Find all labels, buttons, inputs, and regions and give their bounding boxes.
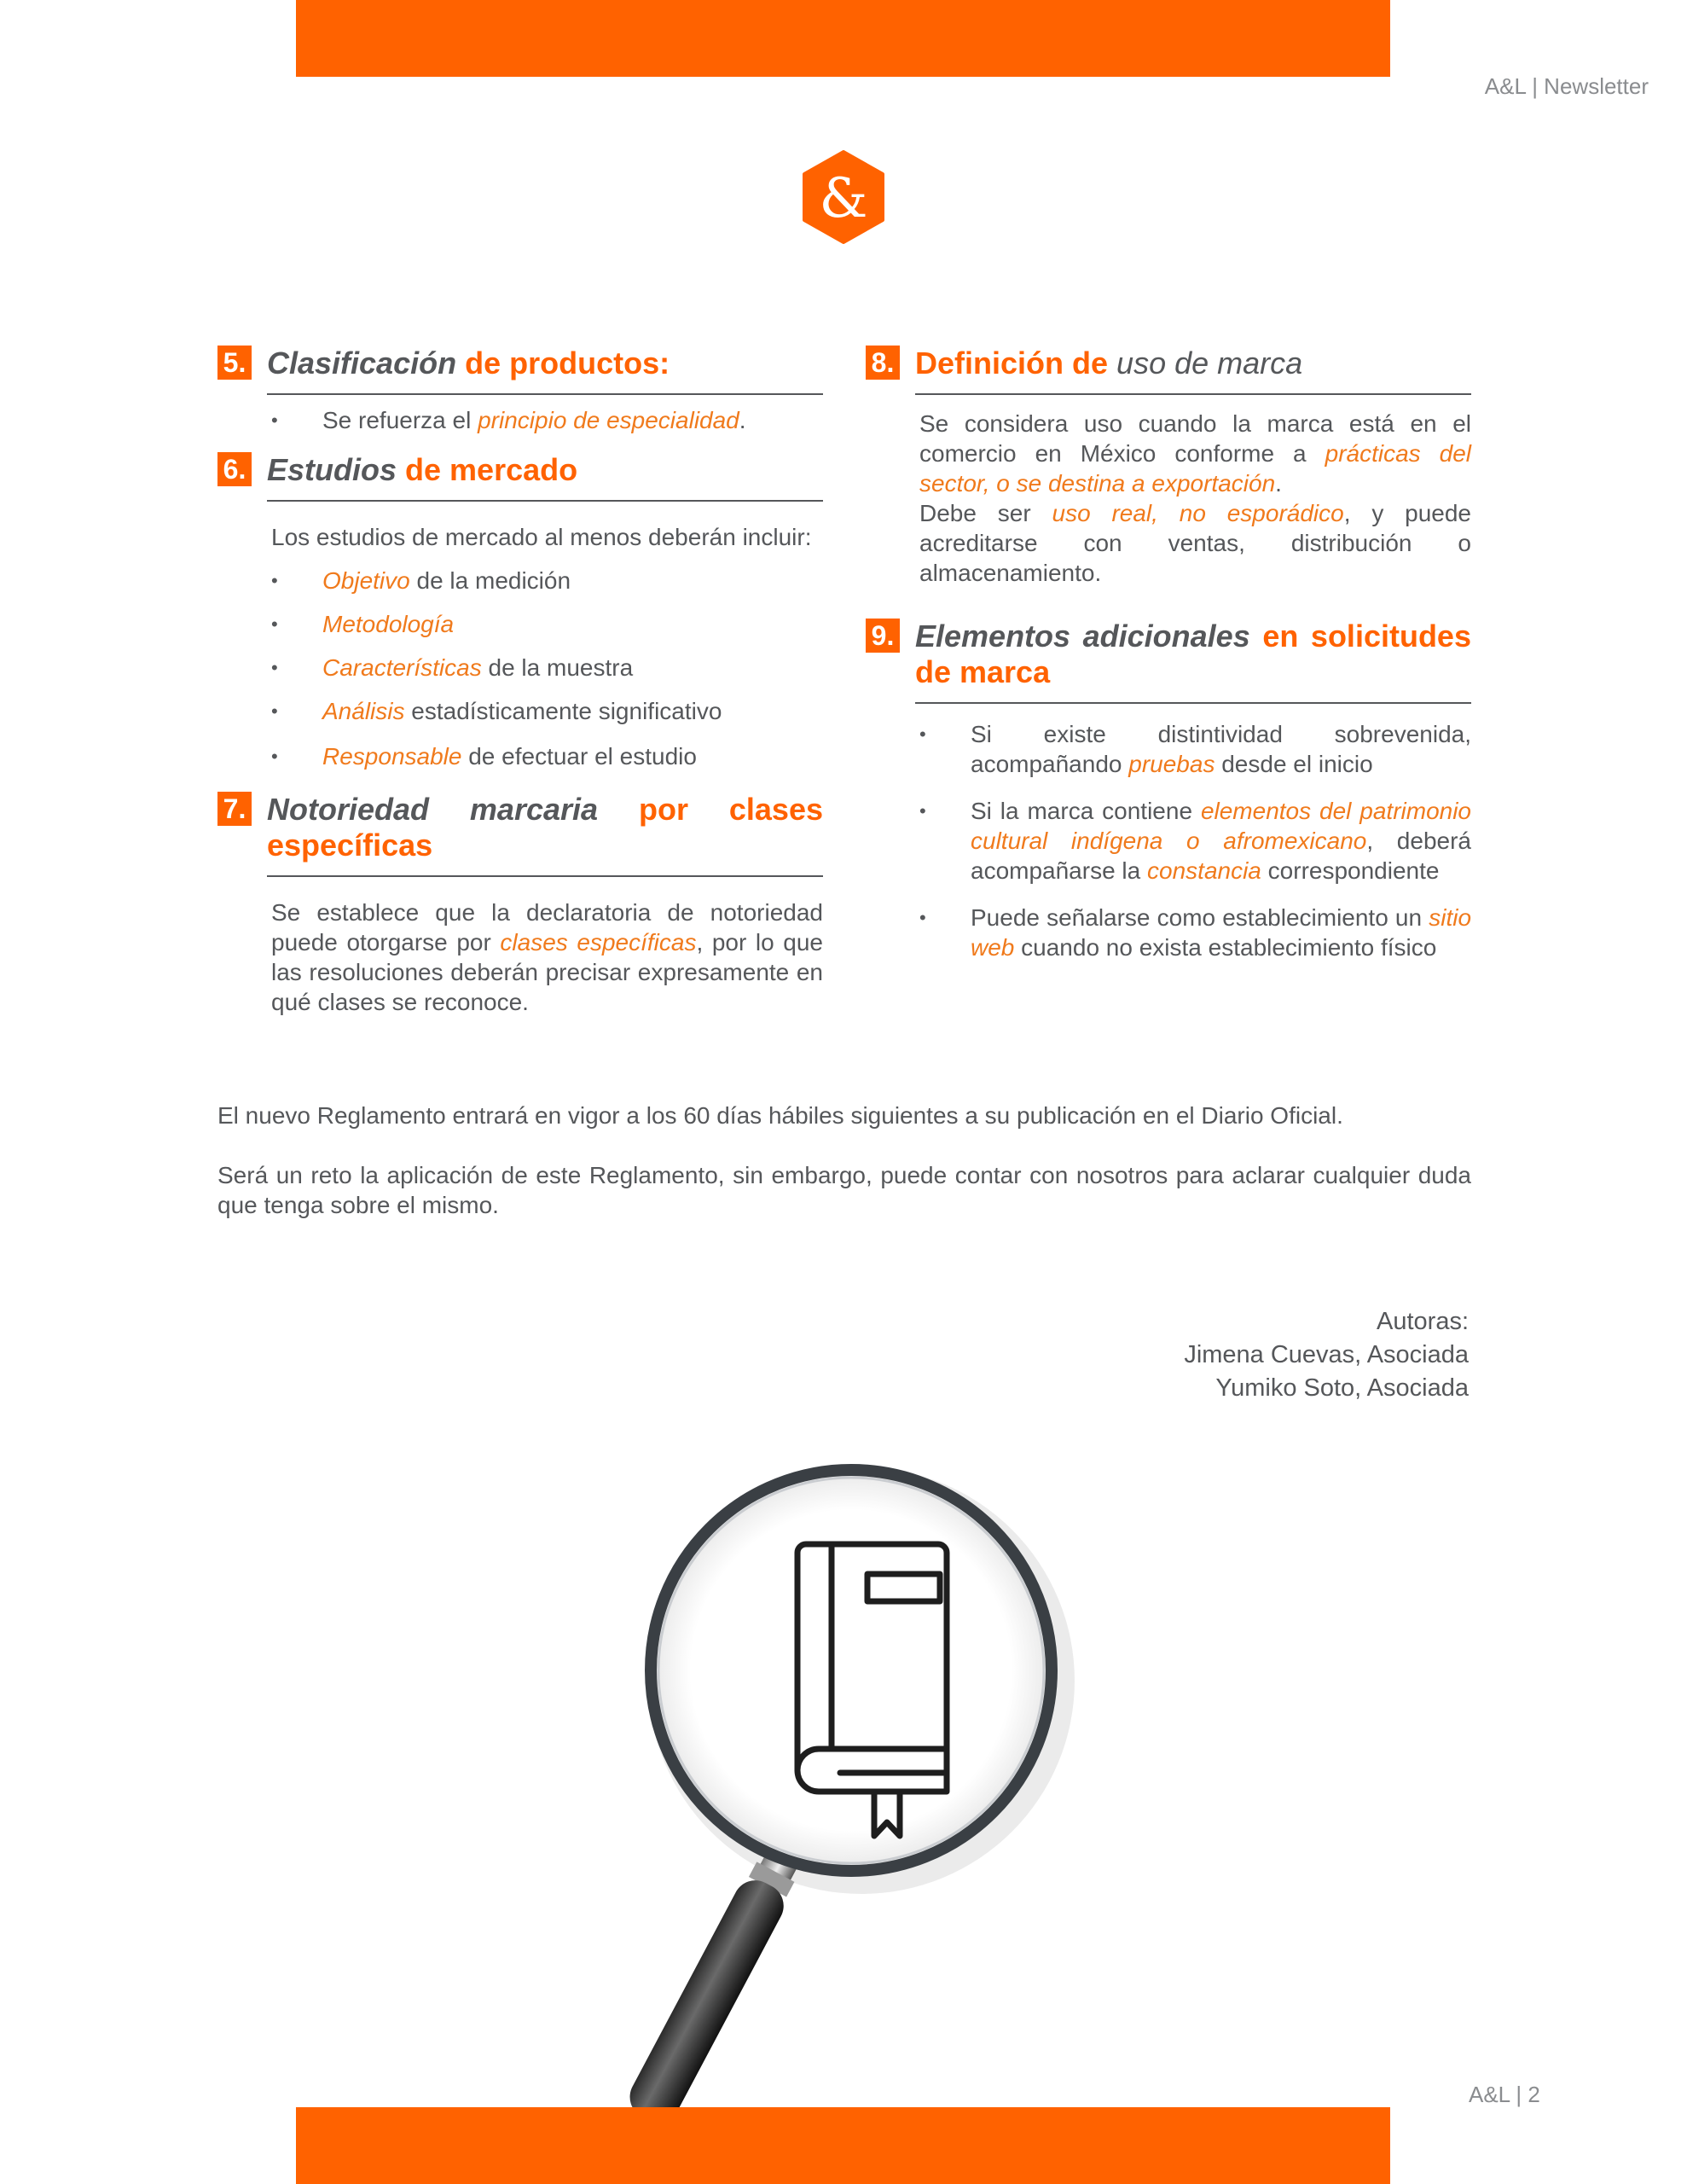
list-item: • Se refuerza el principio de especialidad. (271, 405, 823, 435)
section-6-title (267, 452, 823, 502)
list-item: • Si la marca contiene elementos del patrimonio cultural indígena o afromexicano, deberá acompañarse la constancia correspondiente (919, 796, 1471, 886)
page-number-label: A&L | 2 (1469, 2082, 1540, 2107)
top-orange-bar (296, 0, 1390, 77)
left-column (217, 346, 823, 1017)
section-7-title-orange: por clases específicas (267, 792, 823, 863)
closing-text (217, 1101, 1471, 1220)
section-8-title-orange: Definición de (915, 346, 1109, 380)
section-8-title (915, 346, 1471, 395)
section-6-intro: Los estudios de mercado al menos deberán incluir: (271, 524, 812, 550)
magnifier-book-illustration (614, 1450, 1092, 2107)
section-9-title-orange: en solicitudes de marca (915, 619, 1471, 689)
lens-ring (651, 1470, 1052, 1871)
section-9-number: 9. (866, 619, 900, 653)
section-7-heading (217, 792, 823, 877)
author-2: Yumiko Soto, Asociada (1215, 1374, 1469, 1402)
logo-glyph: & (819, 167, 868, 230)
section-7-paragraph: Se establece que la declaratoria de notoriedad puede otorgarse por clases específicas, por lo que las resoluciones deberán precisar expresamente en qué clases se reconoce. (271, 899, 823, 1015)
section-6-number: 6. (217, 452, 252, 486)
section-8-paragraph-2: Debe ser uso real, no esporádico, y puede acreditarse con ventas, distribución o almacenamiento. (919, 500, 1472, 586)
section-5-heading (217, 346, 823, 395)
section-5-list (271, 405, 823, 435)
ampersand-logo-icon (801, 150, 886, 244)
section-5-number: 5. (217, 346, 252, 380)
section-7-number: 7. (217, 792, 252, 826)
section-9-list (919, 719, 1471, 962)
closing-paragraph-2: Será un reto la aplicación de este Reglamento, sin embargo, puede contar con nosotros para aclarar cualquier duda que tenga sobre el mismo. (217, 1162, 1471, 1218)
list-item: • Características de la muestra (271, 653, 823, 682)
list-item: • Metodología (271, 609, 823, 639)
bottom-orange-bar (296, 2107, 1390, 2184)
list-item: • Si existe distintividad sobrevenida, acompañando pruebas desde el inicio (919, 719, 1471, 779)
right-column (866, 346, 1471, 962)
magnifier-handle (622, 1827, 815, 2107)
section-6-list (271, 566, 823, 771)
section-6-title-dark: Estudios (267, 452, 397, 487)
list-item: • Objetivo de la medición (271, 566, 823, 595)
section-9-title (915, 619, 1471, 704)
authors-label: Autoras: (1377, 1308, 1469, 1335)
section-8-heading (866, 346, 1471, 395)
section-8-title-dark: uso de marca (1116, 346, 1303, 380)
section-5-title (267, 346, 823, 395)
list-item: • Análisis estadísticamente significativo (271, 696, 823, 726)
section-5-title-dark: Clasificación (267, 346, 457, 380)
section-9-heading (866, 619, 1471, 704)
newsletter-label: A&L | Newsletter (1484, 73, 1649, 99)
author-1: Jimena Cuevas, Asociada (1184, 1341, 1469, 1368)
authors-block (938, 1305, 1469, 1405)
section-6-title-orange: de mercado (405, 452, 578, 487)
section-6-heading (217, 452, 823, 502)
section-7-title (267, 792, 823, 877)
section-9-title-dark: Elementos adicionales (915, 619, 1250, 653)
list-item: • Responsable de efectuar el estudio (271, 741, 823, 771)
section-8-number: 8. (866, 346, 900, 380)
section-8-paragraph-1: Se considera uso cuando la marca está en el comercio en México conforme a prácticas del sector, o se destina a exportación. (919, 410, 1472, 497)
section-7-title-dark: Notoriedad marcaria (267, 792, 599, 827)
section-5-title-orange: de productos: (465, 346, 670, 380)
closing-paragraph-1: El nuevo Reglamento entrará en vigor a los 60 días hábiles siguientes a su publicación en el Diario Oficial. (217, 1102, 1343, 1129)
list-item: • Puede señalarse como establecimiento un sitio web cuando no exista establecimiento físico (919, 903, 1471, 962)
